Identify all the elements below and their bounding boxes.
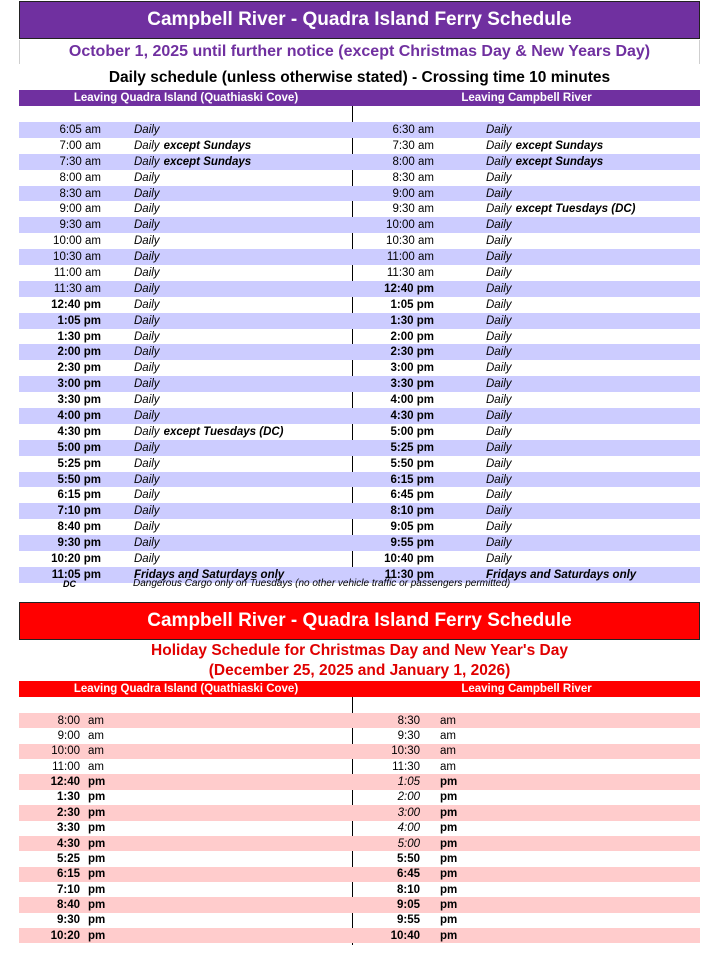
service-days-quadra (134, 124, 160, 136)
holiday-time-quadra: 2:30 (56, 806, 80, 819)
schedule-row (19, 233, 700, 249)
service-days-quadra (134, 283, 160, 295)
schedule-row (19, 329, 700, 345)
departure-time-campbell-river: 10:40 pm (384, 552, 434, 565)
service-frequency: Fridays and Saturdays only (486, 568, 637, 581)
departure-time-quadra: 4:30 pm (57, 425, 101, 438)
holiday-schedule-row (19, 805, 700, 820)
holiday-time-quadra: 9:30 (56, 914, 80, 927)
departure-time-quadra: 2:00 pm (57, 346, 101, 359)
schedule-row (19, 376, 700, 392)
departure-time-quadra: 9:00 am (59, 203, 101, 216)
service-frequency: Daily (134, 203, 160, 216)
departure-time-quadra: 1:05 pm (57, 314, 101, 327)
holiday-ampm-campbell-river: pm (440, 868, 458, 881)
departure-time-quadra: 4:00 pm (57, 409, 101, 422)
schedule-row (19, 217, 700, 233)
holiday-schedule-row (19, 713, 700, 728)
service-days-quadra (134, 537, 160, 549)
holiday-ampm-campbell-river: am (440, 730, 456, 743)
holiday-time-campbell-river: 9:05 (396, 898, 420, 911)
holiday-time-campbell-river: 6:45 (396, 868, 420, 881)
departure-time-campbell-river: 1:30 pm (390, 314, 434, 327)
service-days-campbell-river (486, 283, 512, 295)
departure-time-quadra: 11:05 pm (51, 568, 101, 581)
departure-time-campbell-river: 11:30 am (386, 266, 434, 279)
service-frequency: Daily (134, 425, 160, 438)
holiday-schedule-row (19, 790, 700, 805)
service-days-campbell-river (486, 553, 512, 565)
holiday-time-quadra: 4:30 (56, 837, 80, 850)
service-frequency: Daily (134, 219, 160, 232)
service-frequency: Daily (134, 235, 160, 248)
service-days-quadra (134, 267, 160, 279)
departure-time-quadra: 5:50 pm (57, 473, 101, 486)
service-days-quadra (134, 140, 251, 152)
service-days-campbell-river (486, 124, 512, 136)
departure-time-quadra: 10:20 pm (51, 552, 101, 565)
departure-time-campbell-river: 3:30 pm (390, 378, 434, 391)
service-frequency: Daily (486, 266, 512, 279)
departure-time-campbell-river: 3:00 pm (390, 362, 434, 375)
service-frequency: Daily (486, 139, 512, 152)
schedule-row (19, 186, 700, 202)
departure-time-campbell-river: 4:00 pm (390, 394, 434, 407)
service-days-quadra (134, 553, 160, 565)
schedule-row (19, 249, 700, 265)
service-days-quadra (134, 394, 160, 406)
departure-time-campbell-river: 4:30 pm (390, 409, 434, 422)
effective-date-note: October 1, 2025 until further notice (except Christmas Day & New Years Day) (19, 40, 700, 64)
schedule-row (19, 424, 700, 440)
holiday-schedule-row (19, 821, 700, 836)
service-frequency: Daily (134, 282, 160, 295)
holiday-time-quadra: 9:00 (57, 730, 80, 743)
service-frequency: Daily (486, 537, 512, 550)
departure-time-quadra: 10:00 am (53, 235, 101, 248)
service-days-campbell-river (486, 458, 512, 470)
holiday-time-campbell-river: 11:30 (392, 760, 420, 773)
holiday-ampm-quadra: pm (88, 929, 106, 942)
holiday-time-campbell-river: 5:00 (397, 837, 420, 850)
holiday-schedule-row (19, 728, 700, 743)
departure-time-quadra: 9:30 pm (57, 537, 101, 550)
holiday-time-quadra: 5:25 (56, 852, 80, 865)
departure-time-campbell-river: 11:00 am (386, 251, 434, 264)
service-days-campbell-river (486, 172, 512, 184)
schedule-row (19, 201, 700, 217)
service-days-quadra (134, 505, 160, 517)
holiday-ampm-campbell-river: pm (440, 883, 458, 896)
service-frequency: Daily (486, 521, 512, 534)
service-exception-note: except Tuesdays (DC) (163, 425, 284, 438)
holiday-schedule-title: Campbell River - Quadra Island Ferry Schedule (19, 602, 700, 640)
footnote-code: DC (63, 579, 76, 589)
service-frequency: Daily (134, 552, 160, 565)
service-frequency: Daily (134, 505, 160, 518)
schedule-row (19, 344, 700, 360)
holiday-time-campbell-river: 2:00 (397, 791, 420, 804)
service-frequency: Daily (134, 123, 160, 136)
holiday-time-campbell-river: 8:30 (397, 714, 420, 727)
service-days-campbell-river (486, 489, 512, 501)
departure-time-campbell-river: 6:45 pm (390, 489, 434, 502)
holiday-ampm-quadra: pm (88, 914, 106, 927)
holiday-ampm-quadra: am (88, 760, 104, 773)
service-frequency: Daily (134, 378, 160, 391)
departure-time-quadra: 10:30 am (53, 251, 101, 264)
daily-schedule-subtitle: Daily schedule (unless otherwise stated) - Crossing time 10 minutes (108, 69, 611, 86)
service-days-quadra (134, 219, 160, 231)
departure-time-quadra: 12:40 pm (51, 298, 101, 311)
service-days-quadra (134, 378, 160, 390)
departure-time-quadra: 3:00 pm (57, 378, 101, 391)
service-frequency: Daily (134, 457, 160, 470)
schedule-row (19, 297, 700, 313)
holiday-ampm-quadra: am (88, 714, 104, 727)
holiday-ampm-campbell-river: pm (440, 791, 458, 804)
holiday-column-header-leaving-quadra: Leaving Quadra Island (Quathiaski Cove) (73, 683, 299, 695)
service-frequency: Daily (486, 362, 512, 375)
schedule-row (19, 313, 700, 329)
departure-time-campbell-river: 7:30 am (392, 139, 434, 152)
departure-time-campbell-river: 5:00 pm (390, 425, 434, 438)
service-exception-note: except Sundays (163, 139, 252, 152)
service-frequency: Daily (134, 346, 160, 359)
departure-time-campbell-river: 5:50 pm (390, 457, 434, 470)
service-days-quadra (134, 442, 160, 454)
service-frequency: Daily (486, 298, 512, 311)
holiday-ampm-quadra: pm (88, 898, 106, 911)
departure-time-quadra: 6:05 am (59, 123, 101, 136)
service-frequency: Daily (486, 251, 512, 264)
holiday-time-quadra: 12:40 (50, 776, 80, 789)
holiday-ampm-campbell-river: pm (440, 837, 458, 850)
schedule-row (19, 440, 700, 456)
holiday-schedule-row (19, 744, 700, 759)
holiday-schedule-row (19, 897, 700, 912)
holiday-time-campbell-river: 10:40 (390, 929, 420, 942)
holiday-time-quadra: 10:20 (50, 929, 80, 942)
service-days-campbell-river (486, 219, 512, 231)
service-frequency: Daily (486, 441, 512, 454)
schedule-row (19, 519, 700, 535)
schedule-row (19, 503, 700, 519)
holiday-time-quadra: 6:15 (56, 868, 80, 881)
service-days-quadra (134, 362, 160, 374)
service-days-campbell-river (486, 474, 512, 486)
service-days-campbell-river (486, 410, 512, 422)
departure-time-campbell-river: 1:05 pm (390, 298, 434, 311)
service-frequency: Daily (486, 378, 512, 391)
holiday-schedule-row (19, 928, 700, 943)
service-days-quadra (134, 299, 160, 311)
service-frequency: Daily (486, 187, 512, 200)
departure-time-campbell-river: 11:30 pm (384, 568, 434, 581)
service-frequency: Daily (134, 314, 160, 327)
departure-time-campbell-river: 8:00 am (392, 155, 434, 168)
departure-time-campbell-river: 6:15 pm (390, 473, 434, 486)
service-days-quadra (134, 474, 160, 486)
departure-time-quadra: 11:00 am (53, 266, 101, 279)
schedule-row (19, 535, 700, 551)
holiday-ampm-campbell-river: pm (440, 852, 458, 865)
column-header-leaving-campbell-river: Leaving Campbell River (461, 92, 592, 104)
holiday-ampm-campbell-river: pm (440, 898, 458, 911)
departure-time-campbell-river: 8:10 pm (390, 505, 434, 518)
service-frequency: Daily (134, 537, 160, 550)
service-frequency: Daily (134, 171, 160, 184)
service-frequency: Daily (134, 266, 160, 279)
service-days-campbell-river (486, 505, 512, 517)
service-days-campbell-river (486, 203, 636, 215)
service-frequency: Daily (134, 521, 160, 534)
holiday-subtitle: Holiday Schedule for Christmas Day and New Year's Day (151, 642, 568, 659)
schedule-row (19, 551, 700, 567)
schedule-row (19, 122, 700, 138)
service-days-campbell-river (486, 394, 512, 406)
service-days-quadra (134, 331, 160, 343)
schedule-row (19, 360, 700, 376)
regular-schedule-title: Campbell River - Quadra Island Ferry Schedule (19, 1, 700, 39)
holiday-time-campbell-river: 8:10 (396, 883, 420, 896)
service-frequency: Daily (134, 155, 160, 168)
service-frequency: Daily (486, 235, 512, 248)
service-days-quadra (134, 426, 284, 438)
service-frequency: Daily (486, 282, 512, 295)
holiday-schedule-row (19, 867, 700, 882)
holiday-ampm-quadra: am (88, 730, 104, 743)
holiday-time-campbell-river: 3:00 (397, 806, 420, 819)
holiday-ampm-quadra: pm (88, 791, 106, 804)
holiday-ampm-quadra: pm (88, 806, 106, 819)
service-days-quadra (134, 346, 160, 358)
service-frequency: Daily (134, 139, 160, 152)
holiday-dates: (December 25, 2025 and January 1, 2026) (208, 662, 511, 679)
service-days-campbell-river (486, 378, 512, 390)
service-frequency: Daily (486, 552, 512, 565)
service-frequency: Daily (486, 409, 512, 422)
holiday-time-quadra: 10:00 (51, 745, 80, 758)
departure-time-quadra: 7:30 am (59, 155, 101, 168)
holiday-ampm-campbell-river: pm (440, 822, 458, 835)
holiday-ampm-campbell-river: pm (440, 929, 458, 942)
service-days-quadra (134, 203, 160, 215)
service-days-quadra (134, 251, 160, 263)
departure-time-campbell-river: 10:00 am (386, 219, 434, 232)
departure-time-campbell-river: 5:25 pm (390, 441, 434, 454)
service-days-campbell-river (486, 156, 603, 168)
service-days-campbell-river (486, 426, 512, 438)
holiday-ampm-quadra: pm (88, 868, 106, 881)
departure-time-campbell-river: 9:55 pm (390, 537, 434, 550)
schedule-row (19, 408, 700, 424)
holiday-ampm-campbell-river: pm (440, 776, 458, 789)
service-days-campbell-river (486, 188, 512, 200)
schedule-row (19, 281, 700, 297)
service-frequency: Daily (486, 314, 512, 327)
holiday-schedule-row (19, 882, 700, 897)
departure-time-campbell-river: 9:05 pm (390, 521, 434, 534)
service-days-quadra (134, 315, 160, 327)
service-exception-note: except Tuesdays (DC) (515, 203, 636, 216)
service-frequency: Daily (134, 473, 160, 486)
service-days-quadra (134, 188, 160, 200)
departure-time-campbell-river: 8:30 am (392, 171, 434, 184)
service-frequency: Daily (134, 489, 160, 502)
holiday-time-quadra: 11:00 (52, 760, 80, 773)
service-frequency: Daily (486, 155, 512, 168)
holiday-time-quadra: 8:00 (57, 714, 80, 727)
holiday-time-campbell-river: 10:30 (391, 745, 420, 758)
holiday-column-header-leaving-campbell-river: Leaving Campbell River (461, 683, 592, 695)
holiday-time-campbell-river: 5:50 (396, 852, 420, 865)
service-days-campbell-river (486, 251, 512, 263)
holiday-ampm-campbell-river: am (440, 760, 456, 773)
regular-schedule-table (19, 122, 700, 583)
schedule-row (19, 487, 700, 503)
service-frequency: Daily (486, 425, 512, 438)
departure-time-quadra: 11:30 am (53, 282, 101, 295)
column-header-leaving-quadra: Leaving Quadra Island (Quathiaski Cove) (73, 92, 299, 104)
schedule-row (19, 154, 700, 170)
service-days-quadra (134, 156, 251, 168)
regular-column-headers (19, 90, 700, 106)
holiday-ampm-quadra: pm (88, 852, 106, 865)
holiday-ampm-campbell-river: pm (440, 806, 458, 819)
holiday-time-campbell-river: 1:05 (397, 776, 420, 789)
service-frequency: Daily (486, 505, 512, 518)
holiday-column-headers (19, 681, 700, 697)
departure-time-quadra: 5:00 pm (57, 441, 101, 454)
service-days-campbell-river (486, 521, 512, 533)
holiday-time-quadra: 8:40 (56, 898, 80, 911)
service-days-campbell-river (486, 315, 512, 327)
departure-time-quadra: 5:25 pm (57, 457, 101, 470)
service-days-campbell-river (486, 346, 512, 358)
holiday-schedule-row (19, 851, 700, 866)
service-exception-note: except Sundays (515, 155, 604, 168)
service-days-quadra (134, 458, 160, 470)
service-days-campbell-river (486, 442, 512, 454)
service-frequency: Daily (134, 298, 160, 311)
holiday-schedule-row (19, 836, 700, 851)
service-days-quadra (134, 410, 160, 422)
service-frequency: Daily (486, 330, 512, 343)
service-frequency: Daily (486, 203, 512, 216)
service-days-quadra (134, 172, 160, 184)
holiday-ampm-campbell-river: am (440, 745, 456, 758)
service-days-campbell-river (486, 140, 603, 152)
service-frequency: Daily (486, 123, 512, 136)
schedule-row (19, 170, 700, 186)
service-frequency: Daily (486, 219, 512, 232)
service-exception-note: except Sundays (515, 139, 604, 152)
service-frequency: Daily (486, 171, 512, 184)
departure-time-quadra: 8:30 am (59, 187, 101, 200)
service-frequency: Daily (134, 251, 160, 264)
holiday-ampm-campbell-river: pm (440, 914, 458, 927)
schedule-row (19, 472, 700, 488)
service-days-campbell-river (486, 267, 512, 279)
schedule-row (19, 265, 700, 281)
service-days-quadra (134, 521, 160, 533)
service-days-campbell-river (486, 331, 512, 343)
holiday-ampm-quadra: pm (88, 822, 106, 835)
service-frequency: Daily (134, 330, 160, 343)
departure-time-quadra: 7:10 pm (57, 505, 101, 518)
service-days-campbell-river (486, 299, 512, 311)
service-frequency: Daily (134, 441, 160, 454)
dc-footnote (19, 578, 700, 592)
service-days-quadra (134, 235, 160, 247)
schedule-row (19, 138, 700, 154)
departure-time-campbell-river: 2:00 pm (390, 330, 434, 343)
departure-time-campbell-river: 9:30 am (392, 203, 434, 216)
service-frequency: Daily (486, 346, 512, 359)
departure-time-campbell-river: 12:40 pm (384, 282, 434, 295)
departure-time-campbell-river: 9:00 am (392, 187, 434, 200)
service-days-campbell-river (486, 362, 512, 374)
service-frequency: Daily (486, 394, 512, 407)
service-days-quadra (134, 489, 160, 501)
holiday-schedule-row (19, 759, 700, 774)
holiday-ampm-quadra: pm (88, 883, 106, 896)
departure-time-quadra: 3:30 pm (57, 394, 101, 407)
service-frequency: Daily (486, 457, 512, 470)
service-frequency: Daily (486, 489, 512, 502)
service-frequency: Daily (134, 409, 160, 422)
schedule-row (19, 392, 700, 408)
holiday-schedule-table (19, 713, 700, 943)
departure-time-quadra: 8:00 am (59, 171, 101, 184)
service-exception-note: except Sundays (163, 155, 252, 168)
service-days-campbell-river (486, 235, 512, 247)
service-frequency: Fridays and Saturdays only (134, 568, 285, 581)
departure-time-quadra: 8:40 pm (57, 521, 101, 534)
schedule-row (19, 456, 700, 472)
holiday-time-quadra: 7:10 (56, 883, 80, 896)
departure-time-campbell-river: 2:30 pm (390, 346, 434, 359)
holiday-ampm-quadra: am (88, 745, 104, 758)
holiday-ampm-campbell-river: am (440, 714, 456, 727)
departure-time-quadra: 7:00 am (59, 139, 101, 152)
holiday-ampm-quadra: pm (88, 837, 106, 850)
service-frequency: Daily (134, 187, 160, 200)
service-days-campbell-river (486, 537, 512, 549)
departure-time-quadra: 9:30 am (59, 219, 101, 232)
departure-time-quadra: 6:15 pm (57, 489, 101, 502)
holiday-time-campbell-river: 4:00 (397, 822, 420, 835)
holiday-time-campbell-river: 9:55 (396, 914, 420, 927)
holiday-schedule-row (19, 774, 700, 789)
footnote-text: Dangerous Cargo only on Tuesdays (no other vehicle traffic or passengers permitted) (133, 578, 511, 589)
departure-time-quadra: 2:30 pm (57, 362, 101, 375)
holiday-ampm-quadra: pm (88, 776, 106, 789)
departure-time-campbell-river: 10:30 am (386, 235, 434, 248)
holiday-time-quadra: 1:30 (56, 791, 80, 804)
service-frequency: Daily (486, 473, 512, 486)
service-frequency: Daily (134, 394, 160, 407)
departure-time-quadra: 1:30 pm (57, 330, 101, 343)
holiday-schedule-row (19, 913, 700, 928)
service-frequency: Daily (134, 362, 160, 375)
departure-time-campbell-river: 6:30 am (392, 123, 434, 136)
holiday-time-campbell-river: 9:30 (397, 730, 420, 743)
holiday-time-quadra: 3:30 (56, 822, 80, 835)
